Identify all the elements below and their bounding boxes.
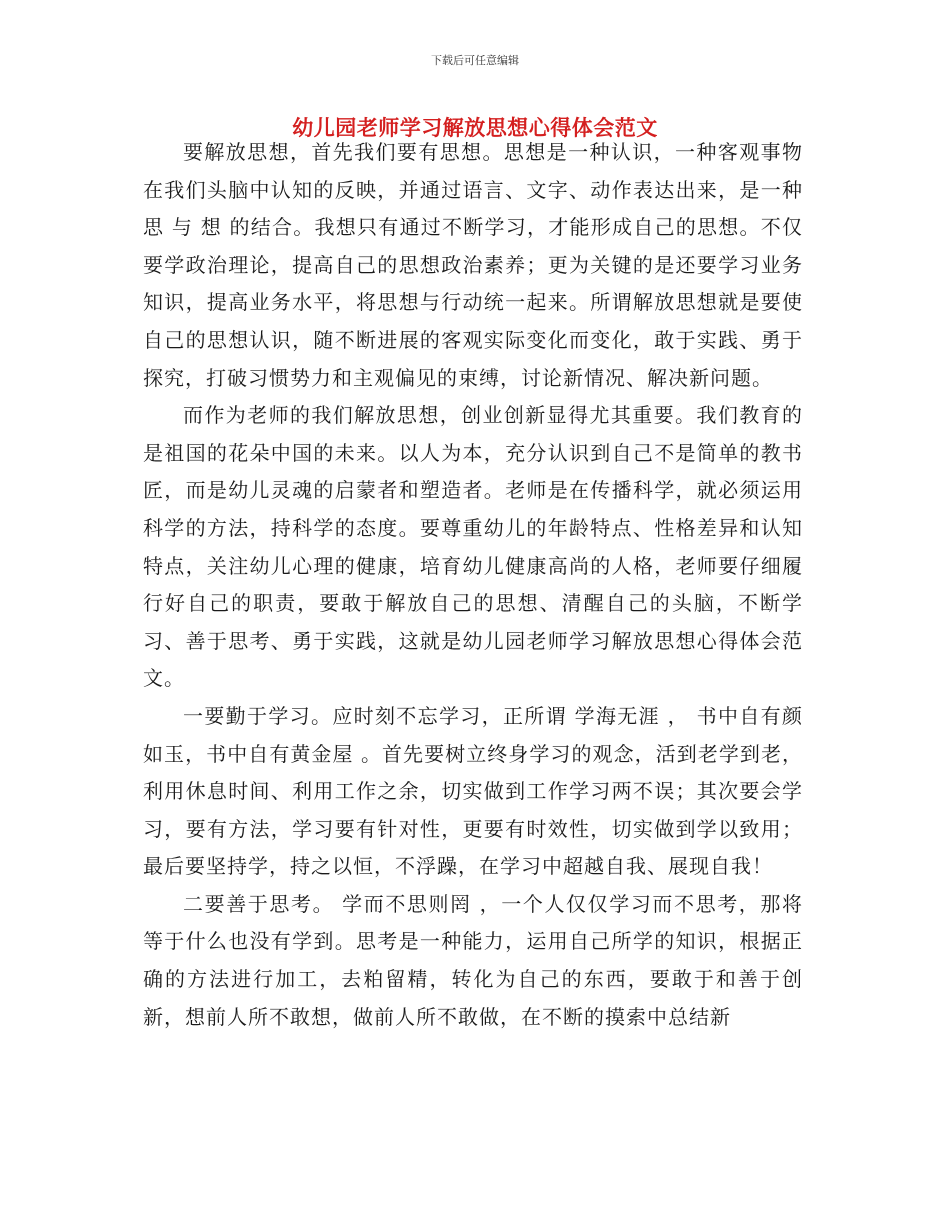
document-title: 幼儿园老师学习解放思想心得体会范文 — [292, 115, 658, 140]
page-header-note: 下载后可任意编辑 — [431, 54, 519, 67]
paragraph-4: 二要善于思考。 学而不思则罔 ，一个人仅仅学习而不思考，那将等于什么也没有学到。思考是一种能力，运用自己所学的知识，根据正确的方法进行加工，去粕留精，转化为自己的东西，要敢于和善于创新，想前人所不敢想，做前人所不敢做，在不断的摸索中总结新 — [143, 891, 803, 1029]
paragraph-3: 一要勤于学习。应时刻不忘学习，正所谓 学海无涯 ， 书中自有颜如玉，书中自有黄金屋 。首先要树立终身学习的观念，活到老学到老，利用休息时间、利用工作之余，切实做到工作学习两不误；其次要会学习，要有方法，学习要有针对性，更要有时效性，切实做到学以致用；最后要坚持学，持之以恒，不浮躁，在学习中超越自我、展现自我！ — [143, 703, 803, 879]
document-body — [143, 134, 803, 1036]
paragraph-1: 要解放思想，首先我们要有思想。思想是一种认识，一种客观事物在我们头脑中认知的反映，并通过语言、文字、动作表达出来，是一种 思 与 想 的结合。我想只有通过不断学习，才能形成自己的思想。不仅要学政治理论，提高自己的思想政治素养；更为关键的是还要学习业务知识，提高业务水平，将思想与行动统一起来。所谓解放思想就是要使自己的思想认识，随不断进展的客观实际变化而变化，敢于实践、勇于探究，打破习惯势力和主观偏见的束缚，讨论新情况、解决新问题。 — [143, 140, 803, 390]
paragraph-2: 而作为老师的我们解放思想，创业创新显得尤其重要。我们教育的是祖国的花朵中国的未来。以人为本，充分认识到自己不是简单的教书匠，而是幼儿灵魂的启蒙者和塑造者。老师是在传播科学，就必须运用科学的方法，持科学的态度。要尊重幼儿的年龄特点、性格差异和认知特点，关注幼儿心理的健康，培育幼儿健康高尚的人格，老师要仔细履行好自己的职责，要敢于解放自己的思想、清醒自己的头脑，不断学习、善于思考、勇于实践，这就是幼儿园老师学习解放思想心得体会范文。 — [143, 403, 803, 691]
